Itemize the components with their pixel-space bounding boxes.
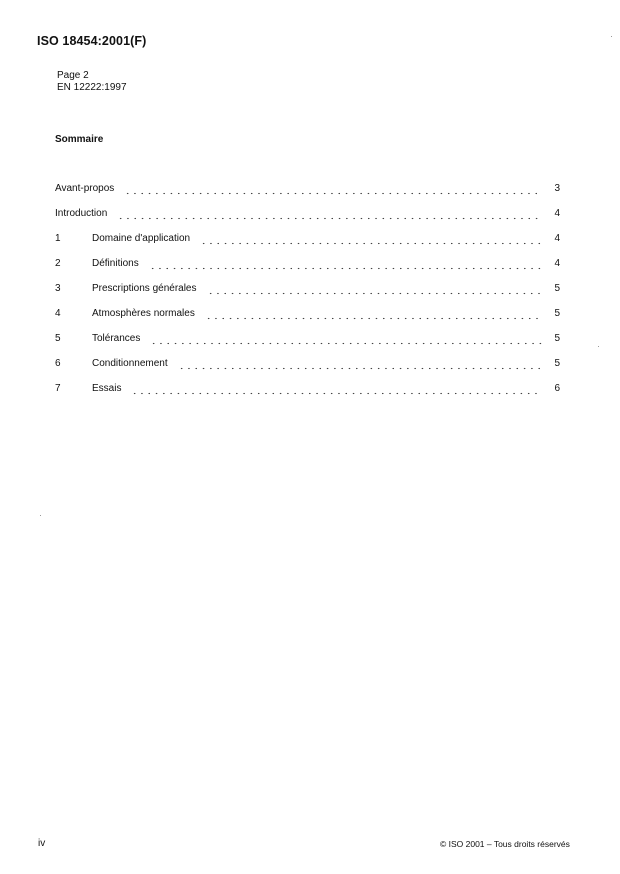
toc-entry-title: Tolérances xyxy=(92,333,141,344)
toc-entry-domaine-application[interactable] xyxy=(55,233,560,258)
toc-entry-tolerances[interactable] xyxy=(55,333,560,358)
toc-entry-title: Prescriptions générales xyxy=(92,283,197,294)
toc-entry-number: 7 xyxy=(55,383,61,394)
standard-code-header: ISO 18454:2001(F) xyxy=(37,34,147,48)
toc-entry-conditionnement[interactable] xyxy=(55,358,560,383)
page-number-footer: iv xyxy=(38,838,46,849)
toc-leader-dots xyxy=(207,283,543,295)
toc-entry-introduction[interactable] xyxy=(55,208,560,233)
toc-leader-dots xyxy=(131,383,542,395)
toc-entry-page: 6 xyxy=(554,383,560,394)
toc-entry-page: 5 xyxy=(554,333,560,344)
toc-entry-number: 6 xyxy=(55,358,61,369)
toc-entry-number: 2 xyxy=(55,258,61,269)
en-standard-line: EN 12222:1997 xyxy=(57,82,127,93)
toc-leader-dots xyxy=(124,183,542,195)
toc-entry-title: Essais xyxy=(92,383,122,394)
toc-entry-page: 4 xyxy=(554,233,560,244)
toc-entry-title: Introduction xyxy=(55,208,108,219)
toc-entry-prescriptions-generales[interactable] xyxy=(55,283,560,308)
toc-entry-page: 4 xyxy=(554,208,560,219)
toc-entry-definitions[interactable] xyxy=(55,258,560,283)
toc-entry-page: 3 xyxy=(554,183,560,194)
toc-entry-number: 4 xyxy=(55,308,61,319)
toc-leader-dots xyxy=(205,308,542,320)
toc-entry-page: 4 xyxy=(554,258,560,269)
toc-heading: Sommaire xyxy=(55,134,104,145)
page-line: Page 2 xyxy=(57,70,89,81)
toc-leader-dots xyxy=(200,233,542,245)
toc-leader-dots xyxy=(149,258,542,270)
scan-speck xyxy=(611,36,612,37)
toc-entry-title: Avant-propos xyxy=(55,183,115,194)
toc-entry-number: 1 xyxy=(55,233,61,244)
table-of-contents xyxy=(55,183,560,408)
toc-entry-number: 5 xyxy=(55,333,61,344)
page-reference xyxy=(57,70,127,94)
toc-entry-title: Définitions xyxy=(92,258,139,269)
toc-leader-dots xyxy=(150,333,542,345)
copyright-footer: © ISO 2001 – Tous droits réservés xyxy=(440,839,570,849)
scan-speck xyxy=(598,346,599,347)
toc-entry-page: 5 xyxy=(554,283,560,294)
scan-speck xyxy=(40,515,41,516)
toc-leader-dots xyxy=(117,208,542,220)
toc-entry-atmospheres-normales[interactable] xyxy=(55,308,560,333)
toc-leader-dots xyxy=(178,358,542,370)
toc-entry-page: 5 xyxy=(554,358,560,369)
toc-entry-title: Atmosphères normales xyxy=(92,308,195,319)
toc-entry-essais[interactable] xyxy=(55,383,560,408)
toc-entry-title: Domaine d'application xyxy=(92,233,191,244)
toc-entry-avant-propos[interactable] xyxy=(55,183,560,208)
toc-entry-title: Conditionnement xyxy=(92,358,168,369)
toc-entry-page: 5 xyxy=(554,308,560,319)
toc-entry-number: 3 xyxy=(55,283,61,294)
